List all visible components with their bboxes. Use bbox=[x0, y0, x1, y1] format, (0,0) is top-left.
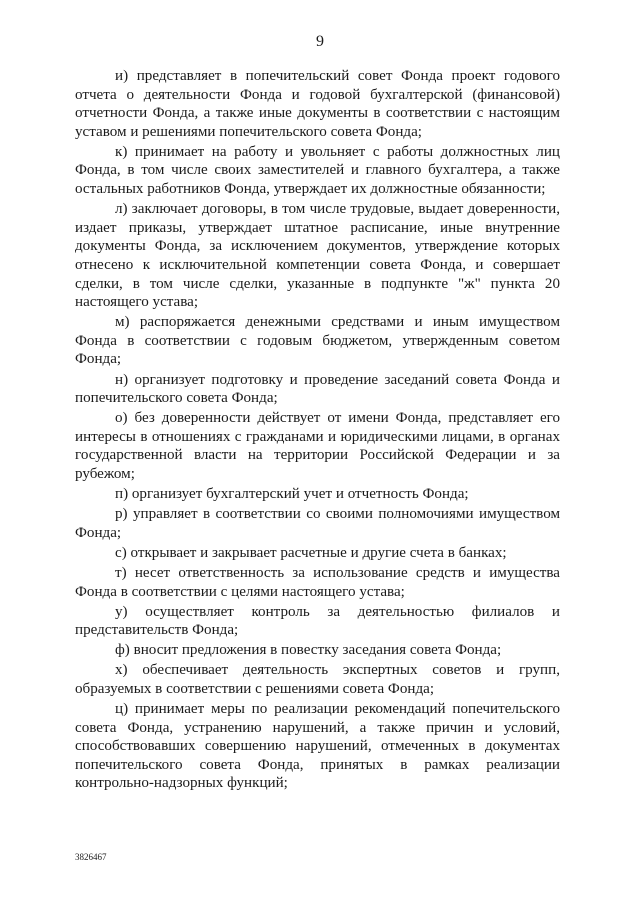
paragraph-kh: х) обеспечивает деятельность экспертных советов и групп, образуемых в соответствии с решениями совета Фонда; bbox=[75, 662, 560, 697]
paragraph-s: с) открывает и закрывает расчетные и другие счета в банках; bbox=[115, 544, 507, 561]
paragraph-m: м) распоряжается денежными средствами и иным имуществом Фонда в соответствии с годовым бюджетом, утвержденным советом Фонда; bbox=[75, 314, 560, 368]
paragraph-k: к) принимает на работу и увольняет с работы должностных лиц Фонда, в том числе своих заместителей и главного бухгалтера, а также остальных работников Фонда, утверждает их должностные обязанности; bbox=[75, 143, 560, 198]
document-body bbox=[75, 67, 560, 795]
document-id: 3826467 bbox=[75, 852, 107, 862]
paragraph-t: т) несет ответственность за использование средств и имущества Фонда в соответствии с целями настоящего устава; bbox=[75, 564, 560, 600]
paragraph-r: р) управляет в соответствии со своими полномочиями имуществом Фонда; bbox=[75, 506, 560, 541]
paragraph-p: п) организует бухгалтерский учет и отчетность Фонда; bbox=[115, 486, 469, 503]
page-number: 9 bbox=[316, 33, 324, 50]
paragraph-n: н) организует подготовку и проведение заседаний совета Фонда и попечительского совета Фонда; bbox=[75, 371, 560, 407]
paragraph-f: ф) вносит предложения в повестку заседания совета Фонда; bbox=[115, 642, 502, 659]
paragraph-l: л) заключает договоры, в том числе трудовые, выдает доверенности, издает приказы, утверждает штатное расписание, иные внутренние документы Фонда, за исключением документов, утверждение которых отнесено к исключительной компетенции совета Фонда, и совершает сделки, в том числе сделки, указанные в подпункте "ж" пункта 20 настоящего устава; bbox=[75, 201, 560, 311]
paragraph-u: у) осуществляет контроль за деятельностью филиалов и представительств Фонда; bbox=[75, 603, 560, 639]
paragraph-ts: ц) принимает меры по реализации рекомендаций попечительского совета Фонда, устранению нарушений, а также причин и условий, способствовавших совершению нарушений, отмеченных в документах попечительского совета Фонда, принятых в рамках реализации контрольно-надзорных функций; bbox=[75, 701, 560, 792]
paragraph-i: и) представляет в попечительский совет Фонда проект годового отчета о деятельности Фонда и годовой бухгалтерской (финансовой) отчетности Фонда, а также иные документы в соответствии с настоящим уставом и решениями попечительского совета Фонда; bbox=[75, 68, 560, 140]
paragraph-o: о) без доверенности действует от имени Фонда, представляет его интересы в отношениях с гражданами и юридическими лицами, в органах государственной власти на территории Российской Федерации и за рубежом; bbox=[75, 410, 560, 482]
